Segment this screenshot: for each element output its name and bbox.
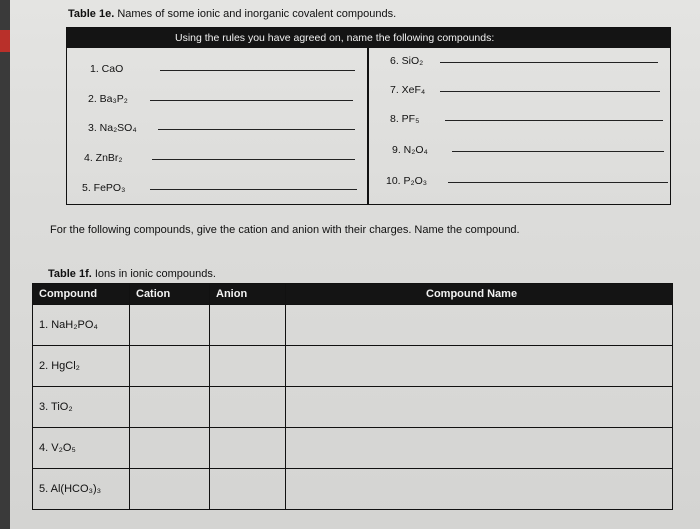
compound-name-cell[interactable] [286,469,673,510]
t1-item-7: 7. XeF₄ [390,84,426,96]
instruction-text: For the following compounds, give the cation and anion with their charges. Name the compound. [50,224,520,236]
cation-cell[interactable] [130,469,210,510]
t1-answer-line-6[interactable] [440,62,658,63]
anion-cell[interactable] [210,428,286,469]
t1-answer-line-3[interactable] [158,129,355,130]
background-edge [0,0,10,529]
cation-cell[interactable] [130,346,210,387]
table1-header: Using the rules you have agreed on, name the following compounds: [67,28,670,48]
table2-label: Table 1f. [48,268,92,280]
t1-answer-line-9[interactable] [452,151,664,152]
table1-caption: Names of some ionic and inorganic covalent compounds. [117,8,397,20]
compound-name-cell[interactable] [286,428,673,469]
anion-cell[interactable] [210,346,286,387]
compound-cell: 1. NaH₂PO₄ [33,305,130,346]
compound-cell: 2. HgCl₂ [33,346,130,387]
table1-title [68,8,396,20]
table2 [32,283,673,510]
t1-item-2: 2. Ba₃P₂ [88,93,128,105]
table2-header-row [33,284,673,305]
t1-item-9: 9. N₂O₄ [392,144,428,156]
table-row [33,305,673,346]
anion-cell[interactable] [210,305,286,346]
t1-answer-line-2[interactable] [150,100,353,101]
t1-item-6: 6. SiO₂ [390,55,424,67]
cation-cell[interactable] [130,428,210,469]
t1-item-1: 1. CaO [90,63,124,75]
table-row [33,428,673,469]
header-anion: Anion [210,284,286,305]
compound-cell: 5. Al(HCO₃)₃ [33,469,130,510]
compound-name-cell[interactable] [286,346,673,387]
table1-label: Table 1e. [68,8,115,20]
table1-column-divider [367,48,369,204]
t1-answer-line-5[interactable] [150,189,357,190]
compound-name-cell[interactable] [286,305,673,346]
t1-item-5: 5. FePO₃ [82,182,126,194]
compound-name-cell[interactable] [286,387,673,428]
t1-item-4: 4. ZnBr₂ [84,152,123,164]
table1 [66,27,671,205]
t1-item-10: 10. P₂O₃ [386,175,428,187]
table2-title [48,268,216,280]
compound-cell: 4. V₂O₅ [33,428,130,469]
table2-caption: Ions in ionic compounds. [94,268,216,280]
t1-answer-line-4[interactable] [152,159,355,160]
t1-answer-line-7[interactable] [440,91,660,92]
cation-cell[interactable] [130,387,210,428]
t1-answer-line-8[interactable] [445,120,663,121]
t1-answer-line-1[interactable] [160,70,355,71]
table-row [33,469,673,510]
t1-item-8: 8. PF₅ [390,113,420,125]
cation-cell[interactable] [130,305,210,346]
t1-answer-line-10[interactable] [448,182,668,183]
background-red-object [0,30,10,52]
header-compound-name: Compound Name [286,284,673,305]
table-row [33,346,673,387]
anion-cell[interactable] [210,469,286,510]
compound-cell: 3. TiO₂ [33,387,130,428]
t1-item-3: 3. Na₂SO₄ [88,122,137,134]
header-compound: Compound [33,284,130,305]
table-row [33,387,673,428]
header-cation: Cation [130,284,210,305]
anion-cell[interactable] [210,387,286,428]
